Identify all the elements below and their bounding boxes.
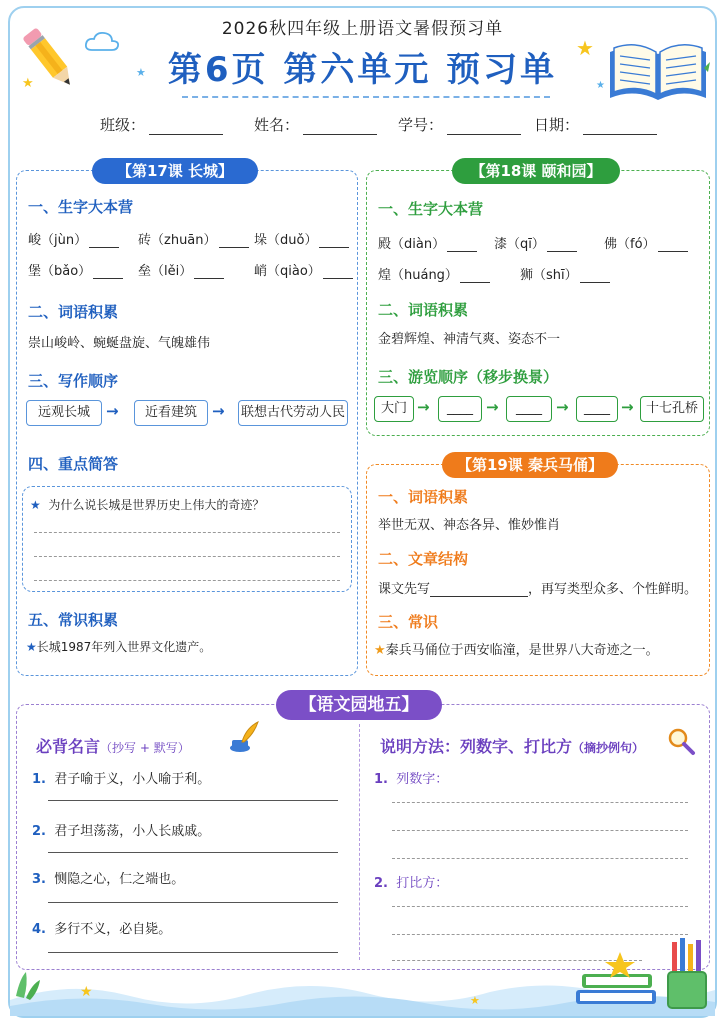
star-icon: ★ (30, 498, 41, 512)
lesson18-section2-title: 二、词语积累 (378, 301, 469, 319)
garden-divider (359, 724, 360, 960)
method-item: 1. 列数字： (374, 772, 449, 787)
excerpt-line[interactable] (392, 934, 688, 935)
flow-blank[interactable]: ____ (506, 396, 552, 422)
char-item: 佛（fó） (604, 233, 688, 252)
lesson19-section2-title: 二、文章结构 (378, 550, 469, 568)
date-field[interactable] (534, 114, 657, 135)
copy-line[interactable] (48, 852, 338, 853)
class-label: 班级： (100, 116, 146, 134)
question-text: ★ 为什么说长城是世界历史上伟大的奇迹？ (30, 498, 265, 512)
lesson19-tag: 【第19课 秦兵马俑】 (442, 452, 618, 478)
star-icon: ★ (22, 76, 34, 91)
arrow-icon: → (212, 402, 225, 420)
arrow-icon: → (417, 398, 430, 416)
name-blank[interactable] (303, 121, 377, 135)
char-item: 堡（bǎo） (28, 260, 123, 279)
title-divider (182, 96, 550, 98)
student-id-label: 学号： (398, 116, 444, 134)
excerpt-line[interactable] (392, 802, 688, 803)
arrow-icon: → (486, 398, 499, 416)
quote-item: 4. 多行不义，必自毙。 (32, 922, 172, 937)
char-item: 垒（lěi） (138, 260, 224, 279)
pencil-cup-icon (664, 936, 712, 1012)
class-blank[interactable] (149, 121, 223, 135)
lesson19-structure: 课文先写 ，再写类型众多、个性鲜明。 (378, 582, 698, 597)
quote-item: 3. 恻隐之心，仁之端也。 (32, 872, 185, 887)
char-item: 漆（qī） (494, 233, 577, 252)
flow-blank[interactable]: ____ (438, 396, 482, 422)
lesson17-tag: 【第17课 长城】 (92, 158, 258, 184)
arrow-icon: → (621, 398, 634, 416)
lesson17-section5-title: 五、常识积累 (28, 611, 119, 629)
flow-blank[interactable]: ____ (576, 396, 618, 422)
lesson17-fact: ★长城1987年列入世界文化遗产。 (26, 640, 212, 654)
book-stack-icon (570, 950, 666, 1012)
lesson18-section1-title: 一、生字大本营 (378, 200, 484, 218)
lesson17-words: 崇山峻岭、蜿蜒盘旋、气魄雄伟 (28, 336, 211, 351)
copy-line[interactable] (48, 800, 338, 801)
excerpt-line[interactable] (392, 858, 688, 859)
answer-line[interactable] (34, 532, 340, 533)
char-item: 垛（duǒ） (254, 229, 349, 248)
lesson19-section3-title: 三、常识 (378, 613, 439, 631)
star-icon: ★ (136, 66, 146, 79)
lesson19-words: 举世无双、神态各异、惟妙惟肖 (378, 518, 561, 533)
lesson19-section1-title: 一、词语积累 (378, 488, 469, 506)
garden-left-title: 必背名言 (36, 737, 101, 756)
answer-line[interactable] (34, 556, 340, 557)
lesson18-section3-title: 三、游览顺序（移步换景） (378, 368, 559, 386)
char-item: 砖（zhuān） (138, 229, 249, 248)
lesson18-words: 金碧辉煌、神清气爽、姿态不一 (378, 332, 561, 347)
flow-start: 大门 (374, 396, 414, 422)
garden-left-note: （抄写 + 默写） (100, 741, 190, 755)
garden-right-title: 说明方法：列数字、打比方 (380, 737, 573, 756)
date-label: 日期： (534, 116, 580, 134)
method-item: 2. 打比方： (374, 876, 449, 891)
flow-step: 近看建筑 (134, 400, 208, 426)
garden-tag: 【语文园地五】 (276, 690, 442, 720)
structure-blank[interactable] (430, 585, 528, 597)
lesson17-section3-title: 三、写作顺序 (28, 372, 119, 390)
quote-item: 2. 君子坦荡荡，小人长戚戚。 (32, 824, 211, 839)
flow-step: 联想古代劳动人民 (238, 400, 348, 426)
garden-right-note: （摘抄例句） (572, 741, 645, 755)
lesson18-tag: 【第18课 颐和园】 (452, 158, 620, 184)
sheet-subtitle: 2026秋四年级上册语文暑假预习单 (221, 19, 504, 39)
answer-line[interactable] (34, 580, 340, 581)
star-icon: ★ (470, 994, 480, 1007)
arrow-icon: → (106, 402, 119, 420)
char-item: 煌（huáng） (378, 264, 490, 283)
magnifier-icon (666, 726, 696, 756)
char-item: 峭（qiào） (254, 260, 353, 279)
star-icon: ★ (26, 640, 37, 654)
flow-step: 远观长城 (26, 400, 102, 426)
excerpt-line[interactable] (392, 830, 688, 831)
arrow-icon: → (556, 398, 569, 416)
char-item: 殿（diàn） (378, 233, 477, 252)
lesson17-section2-title: 二、词语积累 (28, 303, 119, 321)
name-label: 姓名： (254, 116, 300, 134)
star-icon: ★ (374, 643, 386, 658)
lesson17-section4-title: 四、重点简答 (28, 455, 119, 473)
garden-right-header (380, 734, 644, 757)
quill-ink-icon (226, 720, 260, 754)
star-icon: ★ (80, 984, 93, 1000)
student-id-field[interactable] (398, 114, 521, 135)
flow-end: 十七孔桥 (640, 396, 704, 422)
copy-line[interactable] (48, 902, 338, 903)
quote-item: 1. 君子喻于义，小人喻于利。 (32, 772, 211, 787)
copy-line[interactable] (48, 952, 338, 953)
page-title: 第6页 第六单元 预习单 (167, 50, 558, 90)
excerpt-line[interactable] (392, 906, 688, 907)
char-item: 狮（shī） (520, 264, 610, 283)
lesson19-fact: ★秦兵马俑位于西安临潼，是世界八大奇迹之一。 (374, 643, 659, 658)
star-icon: ★ (596, 80, 605, 91)
student-id-blank[interactable] (447, 121, 521, 135)
char-item: 峻（jùn） (28, 229, 119, 248)
star-icon: ★ (576, 36, 594, 60)
class-field[interactable] (100, 114, 223, 135)
name-field[interactable] (254, 114, 377, 135)
date-blank[interactable] (583, 121, 657, 135)
lesson17-section1-title: 一、生字大本营 (28, 198, 134, 216)
garden-left-header (36, 734, 190, 757)
